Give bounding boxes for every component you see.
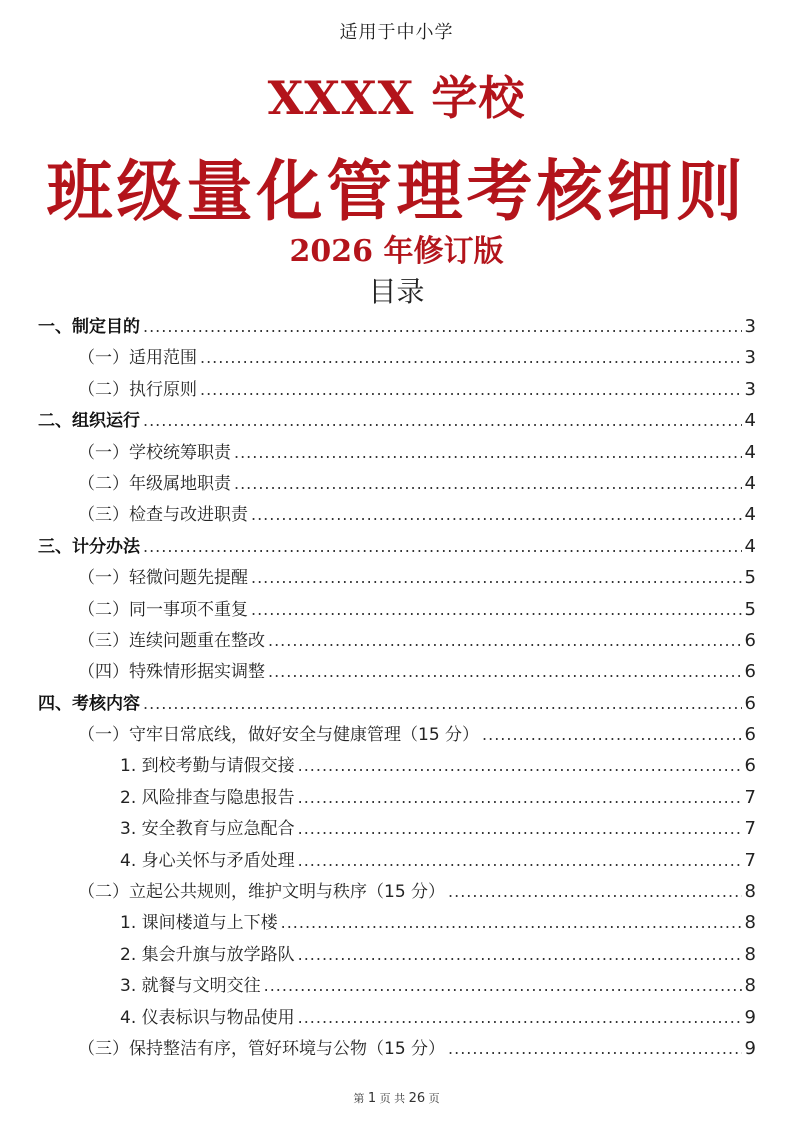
- toc-entry[interactable]: [38, 845, 756, 876]
- toc-entry-page: 7: [744, 786, 756, 808]
- toc-entry-label: 三、计分办法: [38, 536, 140, 557]
- toc-entry-label: 3. 安全教育与应急配合: [120, 819, 295, 840]
- toc-entry-page: 4: [744, 472, 756, 494]
- toc-entry-page: 4: [744, 504, 756, 526]
- toc-entry-label: 2. 集会升旗与放学路队: [120, 944, 295, 965]
- toc-entry-page: 3: [744, 347, 756, 369]
- toc-entry-label: （三）保持整洁有序，管好环境与公物（15 分）: [78, 1038, 446, 1059]
- toc-entry-label: （二）执行原则: [78, 379, 197, 400]
- toc-dot-leader: [234, 468, 742, 499]
- toc-dot-leader: [264, 970, 742, 1001]
- toc-entry-label: 四、考核内容: [38, 693, 140, 714]
- school-name: XXXX 学校: [267, 71, 526, 125]
- toc-entry-page: 6: [744, 724, 756, 746]
- toc-entry-label: （一）守牢日常底线，做好安全与健康管理（15 分）: [78, 725, 480, 746]
- toc-entry[interactable]: [38, 594, 756, 625]
- toc-entry[interactable]: [38, 876, 756, 907]
- table-of-contents: [38, 311, 756, 1064]
- toc-dot-leader: [298, 845, 742, 876]
- toc-entry[interactable]: [38, 374, 756, 405]
- toc-dot-leader: [448, 1033, 742, 1064]
- toc-entry-label: 4. 仪表标识与物品使用: [120, 1007, 295, 1028]
- toc-entry-label: （二）立起公共规则，维护文明与秩序（15 分）: [78, 882, 446, 903]
- toc-entry[interactable]: [38, 939, 756, 970]
- toc-entry-label: （一）适用范围: [78, 348, 197, 369]
- toc-entry[interactable]: [38, 342, 756, 373]
- toc-entry-page: 8: [744, 975, 756, 997]
- page-tag: 适用于中小学: [339, 22, 454, 43]
- toc-entry-page: 3: [744, 378, 756, 400]
- toc-entry[interactable]: [38, 719, 756, 750]
- toc-entry-label: 一、制定目的: [38, 317, 140, 337]
- toc-entry-label: （三）检查与改进职责: [78, 505, 248, 526]
- toc-dot-leader: [298, 1002, 742, 1033]
- toc-dot-leader: [143, 531, 742, 562]
- toc-entry[interactable]: [38, 813, 756, 844]
- toc-dot-leader: [268, 625, 742, 656]
- toc-entry-page: 8: [744, 912, 756, 934]
- toc-entry-label: （一）轻微问题先提醒: [78, 568, 248, 589]
- toc-dot-leader: [298, 939, 742, 970]
- toc-entry[interactable]: [38, 437, 756, 468]
- footer-current-page: 1: [367, 1091, 377, 1106]
- toc-dot-leader: [482, 719, 742, 750]
- toc-dot-leader: [200, 342, 742, 373]
- toc-entry-label: （二）同一事项不重复: [78, 599, 248, 620]
- toc-entry-label: （一）学校统筹职责: [78, 442, 231, 463]
- toc-entry-label: （四）特殊情形据实调整: [78, 662, 265, 683]
- toc-entry-page: 5: [744, 567, 756, 589]
- toc-entry[interactable]: [38, 688, 756, 719]
- toc-dot-leader: [143, 405, 742, 436]
- footer-prefix: 第: [353, 1092, 365, 1105]
- toc-entry-label: 1. 到校考勤与请假交接: [120, 756, 295, 777]
- toc-entry-page: 7: [744, 818, 756, 840]
- toc-entry-label: 4. 身心关怀与矛盾处理: [120, 850, 295, 871]
- toc-entry[interactable]: [38, 1002, 756, 1033]
- toc-dot-leader: [234, 437, 742, 468]
- toc-entry-page: 4: [744, 535, 756, 557]
- toc-entry-page: 6: [744, 629, 756, 651]
- toc-entry-page: 6: [744, 661, 756, 683]
- toc-entry[interactable]: [38, 405, 756, 436]
- toc-dot-leader: [298, 750, 742, 781]
- toc-entry[interactable]: [38, 782, 756, 813]
- revision-label: 2026 年修订版: [289, 234, 504, 269]
- toc-dot-leader: [298, 813, 742, 844]
- toc-entry-label: 3. 就餐与文明交往: [120, 976, 261, 997]
- toc-entry[interactable]: [38, 625, 756, 656]
- toc-dot-leader: [251, 499, 742, 530]
- toc-entry[interactable]: [38, 907, 756, 938]
- toc-entry-label: 二、组织运行: [38, 411, 140, 432]
- toc-entry-page: 8: [744, 881, 756, 903]
- toc-entry-label: （二）年级属地职责: [78, 473, 231, 494]
- toc-dot-leader: [448, 876, 742, 907]
- toc-entry[interactable]: [38, 750, 756, 781]
- toc-entry[interactable]: [38, 468, 756, 499]
- toc-entry-label: 2. 风险排查与隐患报告: [120, 787, 295, 808]
- toc-entry-page: 6: [744, 692, 756, 714]
- toc-dot-leader: [298, 782, 742, 813]
- toc-entry[interactable]: [38, 656, 756, 687]
- toc-entry-page: 7: [744, 849, 756, 871]
- toc-entry-page: 8: [744, 943, 756, 965]
- toc-heading: 目录: [368, 275, 425, 308]
- toc-entry[interactable]: [38, 970, 756, 1001]
- toc-entry-label: 1. 课间楼道与上下楼: [120, 913, 278, 934]
- toc-entry[interactable]: [38, 531, 756, 562]
- toc-dot-leader: [251, 562, 742, 593]
- toc-entry[interactable]: [38, 499, 756, 530]
- footer-mid: 页 共: [379, 1092, 406, 1105]
- toc-dot-leader: [143, 688, 742, 719]
- toc-dot-leader: [268, 656, 742, 687]
- footer-suffix: 页: [428, 1092, 440, 1105]
- toc-dot-leader: [281, 907, 742, 938]
- toc-dot-leader: [143, 311, 742, 342]
- toc-entry-page: 4: [744, 441, 756, 463]
- toc-entry[interactable]: [38, 562, 756, 593]
- toc-entry-page: 9: [744, 1006, 756, 1028]
- page-footer: [0, 1090, 793, 1106]
- toc-entry[interactable]: [38, 311, 756, 342]
- toc-entry-page: 9: [744, 1037, 756, 1059]
- footer-total-pages: 26: [408, 1091, 426, 1106]
- document-title: 班级量化管理考核细则: [46, 152, 747, 230]
- toc-dot-leader: [251, 594, 742, 625]
- toc-entry[interactable]: [38, 1033, 756, 1064]
- toc-entry-page: 6: [744, 755, 756, 777]
- toc-entry-label: （三）连续问题重在整改: [78, 630, 265, 651]
- toc-entry-page: 3: [744, 316, 756, 337]
- toc-entry-page: 5: [744, 598, 756, 620]
- toc-entry-page: 4: [744, 410, 756, 432]
- toc-dot-leader: [200, 374, 742, 405]
